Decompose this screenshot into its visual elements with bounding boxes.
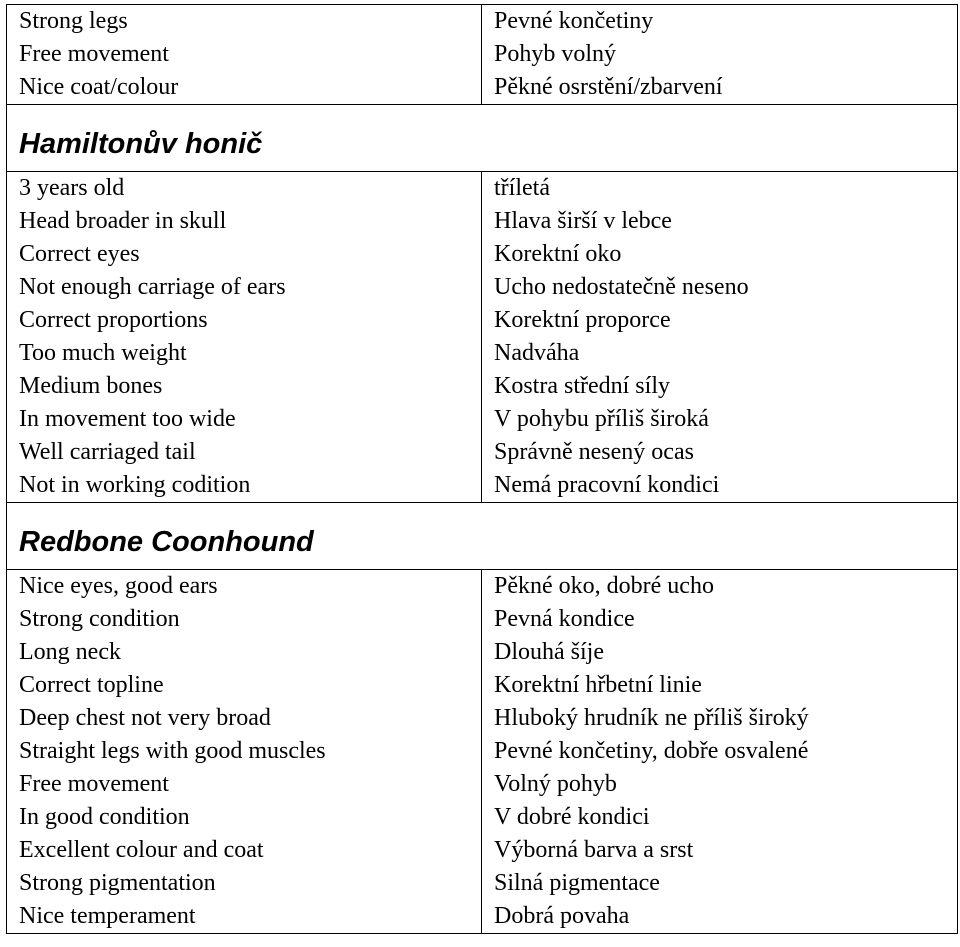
- table-row: [7, 5, 958, 105]
- czech-cell: [482, 172, 958, 503]
- list-item: Head broader in skull: [19, 208, 227, 234]
- list-item: Pevné končetiny, dobře osvalené: [494, 738, 809, 764]
- list-item: V dobré kondici: [494, 804, 650, 830]
- list-item: Medium bones: [19, 373, 163, 399]
- list-item: Kostra střední síly: [494, 373, 670, 399]
- section-heading-redbone: Redbone Coonhound: [19, 526, 314, 558]
- list-item: Excellent colour and coat: [19, 837, 264, 863]
- list-item: Výborná barva a srst: [494, 837, 694, 863]
- list-item: Long neck: [19, 639, 121, 665]
- list-item: Ucho nedostatečně neseno: [494, 274, 749, 300]
- list-item: tříletá: [494, 175, 550, 201]
- list-item: Pěkné osrstění/zbarvení: [494, 74, 723, 100]
- list-item: V pohybu příliš široká: [494, 406, 709, 432]
- list-item: Nice eyes, good ears: [19, 573, 218, 599]
- list-item: In good condition: [19, 804, 190, 830]
- list-item: Korektní oko: [494, 241, 622, 267]
- english-cell: [7, 570, 482, 934]
- list-item: Pevné končetiny: [494, 8, 654, 34]
- list-item: Pohyb volný: [494, 41, 617, 67]
- list-item: Nemá pracovní kondici: [494, 472, 720, 498]
- list-item: Strong pigmentation: [19, 870, 216, 896]
- list-item: Hluboký hrudník ne příliš široký: [494, 705, 809, 731]
- list-item: Well carriaged tail: [19, 439, 196, 465]
- list-item: Too much weight: [19, 340, 187, 366]
- table-row: [7, 172, 958, 503]
- list-item: Straight legs with good muscles: [19, 738, 326, 764]
- czech-cell: [482, 570, 958, 934]
- list-item: Nice temperament: [19, 903, 196, 929]
- list-item: Nice coat/colour: [19, 74, 179, 100]
- list-item: Korektní proporce: [494, 307, 671, 333]
- list-item: Nadváha: [494, 340, 580, 366]
- table-row: [7, 105, 958, 172]
- list-item: Dobrá povaha: [494, 903, 630, 929]
- list-item: Pěkné oko, dobré ucho: [494, 573, 714, 599]
- list-item: Dlouhá šíje: [494, 639, 604, 665]
- list-item: Deep chest not very broad: [19, 705, 271, 731]
- list-item: In movement too wide: [19, 406, 236, 432]
- list-item: Strong condition: [19, 606, 180, 632]
- table-row: [7, 503, 958, 570]
- czech-cell: [482, 5, 958, 105]
- list-item: Correct proportions: [19, 307, 208, 333]
- list-item: Free movement: [19, 41, 169, 67]
- section-heading-cell: [7, 503, 958, 570]
- list-item: Not enough carriage of ears: [19, 274, 286, 300]
- list-item: Correct eyes: [19, 241, 140, 267]
- list-item: Volný pohyb: [494, 771, 617, 797]
- list-item: Silná pigmentace: [494, 870, 660, 896]
- list-item: Correct topline: [19, 672, 164, 698]
- translation-table: [6, 4, 958, 934]
- table-row: [7, 570, 958, 934]
- section-heading-hamilton: Hamiltonův honič: [19, 128, 263, 160]
- english-cell: [7, 172, 482, 503]
- list-item: Korektní hřbetní linie: [494, 672, 702, 698]
- list-item: 3 years old: [19, 175, 125, 201]
- list-item: Správně nesený ocas: [494, 439, 694, 465]
- list-item: Free movement: [19, 771, 169, 797]
- section-heading-cell: [7, 105, 958, 172]
- list-item: Strong legs: [19, 8, 128, 34]
- list-item: Pevná kondice: [494, 606, 635, 632]
- list-item: Hlava širší v lebce: [494, 208, 672, 234]
- english-cell: [7, 5, 482, 105]
- list-item: Not in working codition: [19, 472, 251, 498]
